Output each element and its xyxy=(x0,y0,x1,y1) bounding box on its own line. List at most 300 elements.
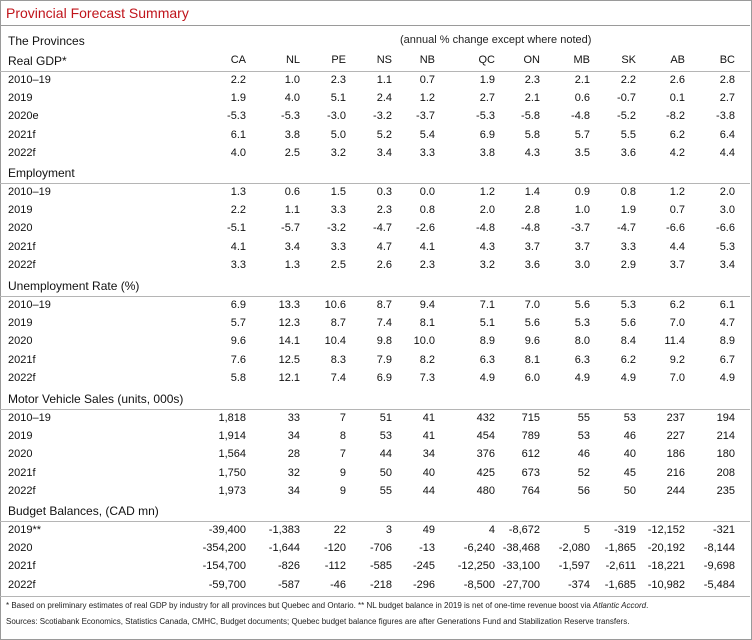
table-cell: 5.8 xyxy=(230,371,246,384)
table-cell: 2.0 xyxy=(479,204,495,217)
table-row xyxy=(0,333,750,351)
table-cell: 6.1 xyxy=(719,299,735,311)
table-cell: 7.9 xyxy=(376,353,392,366)
table-cell: 55 xyxy=(379,484,392,497)
row-label: 2021f xyxy=(8,240,36,253)
column-header: ON xyxy=(523,54,540,66)
table-cell: 7 xyxy=(339,412,346,424)
table-cell: 4 xyxy=(488,524,495,536)
table-row xyxy=(0,540,750,558)
table-cell: 1.3 xyxy=(230,186,246,198)
row-label: 2020 xyxy=(8,335,33,348)
footnote-italic: Atlantic Accord xyxy=(593,601,647,610)
table-cell: 1.2 xyxy=(669,186,685,198)
section-title: Real GDP* xyxy=(8,54,67,68)
row-label: 2019 xyxy=(8,92,33,105)
table-cell: -13 xyxy=(419,542,435,555)
row-label: 2010–19 xyxy=(8,74,51,86)
table-row xyxy=(0,145,750,163)
table-cell: 6.2 xyxy=(620,353,636,366)
table-cell: 5.4 xyxy=(419,128,435,141)
table-cell: -1,383 xyxy=(268,524,300,536)
table-cell: 1.1 xyxy=(376,74,392,86)
table-cell: 3.2 xyxy=(330,146,346,159)
table-cell: 6.9 xyxy=(230,299,246,311)
table-cell: 9.6 xyxy=(230,335,246,348)
table-cell: 34 xyxy=(287,484,300,497)
table-cell: 10.6 xyxy=(324,299,346,311)
table-row xyxy=(0,315,750,333)
table-cell: -5.7 xyxy=(281,222,300,235)
table-cell: 10.4 xyxy=(324,335,346,348)
table-cell: -826 xyxy=(277,560,300,573)
row-label: 2019 xyxy=(8,430,33,443)
table-cell: 10.0 xyxy=(413,335,435,348)
table-cell: 227 xyxy=(666,430,685,443)
title-divider xyxy=(0,25,750,26)
column-header: PE xyxy=(331,54,346,66)
table-cell: 1.0 xyxy=(574,204,590,217)
table-cell: 7.0 xyxy=(669,371,685,384)
row-label: 2019 xyxy=(8,204,33,217)
table-cell: 1.4 xyxy=(524,186,540,198)
table-cell: -4.8 xyxy=(476,222,495,235)
table-cell: -319 xyxy=(613,524,636,536)
table-cell: 4.7 xyxy=(719,317,735,330)
table-cell: 49 xyxy=(422,524,435,536)
table-cell: -5,484 xyxy=(703,578,735,591)
units-note: (annual % change except where noted) xyxy=(400,34,592,46)
table-cell: 7.0 xyxy=(524,299,540,311)
table-cell: -4.8 xyxy=(521,222,540,235)
table-cell: 8.7 xyxy=(330,317,346,330)
table-row xyxy=(0,184,750,202)
table-cell: 208 xyxy=(716,466,735,479)
table-cell: 2.9 xyxy=(620,258,636,271)
table-cell: 7.0 xyxy=(669,317,685,330)
column-header: NB xyxy=(419,54,435,66)
footnote-gdp xyxy=(6,601,648,610)
table-cell: -1,644 xyxy=(268,542,300,555)
table-cell: 2.8 xyxy=(719,74,735,86)
section-title: Budget Balances, (CAD mn) xyxy=(8,504,159,518)
table-cell: 1,914 xyxy=(218,430,246,443)
row-label: 2021f xyxy=(8,128,36,141)
section-title: Unemployment Rate (%) xyxy=(8,279,140,293)
table-row xyxy=(0,202,750,220)
table-cell: 1,973 xyxy=(218,484,246,497)
table-cell: -8,672 xyxy=(508,524,540,536)
section-header-row xyxy=(0,164,750,182)
table-cell: 9.4 xyxy=(419,299,435,311)
column-header: NS xyxy=(376,54,392,66)
table-row xyxy=(0,72,750,90)
footnote-text: * Based on preliminary estimates of real GDP by industry for all provinces but Quebec and Ontario. ** NL budget balance in 2019 is net of one-time revenue boost via xyxy=(6,601,591,610)
table-row xyxy=(0,239,750,257)
table-cell: 7.4 xyxy=(376,317,392,330)
table-cell: 5.3 xyxy=(620,299,636,311)
table-cell: -4.7 xyxy=(617,222,636,235)
row-label: 2021f xyxy=(8,466,36,479)
table-cell: 673 xyxy=(521,466,540,479)
table-row xyxy=(0,428,750,446)
column-header: AB xyxy=(670,54,685,66)
table-cell: 2.3 xyxy=(376,204,392,217)
table-row xyxy=(0,483,750,501)
table-cell: 53 xyxy=(577,430,590,443)
table-cell: 6.2 xyxy=(669,299,685,311)
column-header: NL xyxy=(285,54,300,66)
table-cell: 5.0 xyxy=(330,128,346,141)
table-cell: -3.0 xyxy=(327,110,346,123)
table-cell: -112 xyxy=(324,560,346,573)
table-cell: -706 xyxy=(369,542,392,555)
table-cell: 1.3 xyxy=(284,258,300,271)
table-cell: -18,221 xyxy=(647,560,685,573)
table-cell: 8 xyxy=(339,430,346,443)
table-cell: 2.3 xyxy=(524,74,540,86)
table-cell: 33 xyxy=(287,412,300,424)
table-cell: 3.8 xyxy=(479,146,495,159)
table-cell: 8.9 xyxy=(479,335,495,348)
table-cell: 0.6 xyxy=(284,186,300,198)
table-cell: 11.4 xyxy=(664,335,685,348)
table-cell: 40 xyxy=(422,466,435,479)
table-cell: 2.8 xyxy=(524,204,540,217)
table-cell: 6.0 xyxy=(524,371,540,384)
table-cell: 3.6 xyxy=(524,258,540,271)
table-cell: 51 xyxy=(379,412,392,424)
table-cell: 3.4 xyxy=(284,240,300,253)
table-cell: 1,750 xyxy=(218,466,246,479)
table-cell: 3.0 xyxy=(574,258,590,271)
table-cell: 3.5 xyxy=(574,146,590,159)
table-cell: 214 xyxy=(716,430,735,443)
table-cell: 244 xyxy=(666,484,685,497)
table-cell: 4.4 xyxy=(719,146,735,159)
table-row xyxy=(0,90,750,108)
table-cell: 2.3 xyxy=(330,74,346,86)
table-cell: 7.3 xyxy=(419,371,435,384)
section-header-row xyxy=(0,52,750,70)
table-cell: 4.9 xyxy=(574,371,590,384)
table-cell: 3.0 xyxy=(719,204,735,217)
table-cell: 9.8 xyxy=(376,335,392,348)
table-cell: 376 xyxy=(476,448,495,461)
table-row xyxy=(0,297,750,315)
table-cell: 56 xyxy=(577,484,590,497)
table-cell: 2.3 xyxy=(419,258,435,271)
table-cell: 12.3 xyxy=(278,317,300,330)
table-row xyxy=(0,127,750,145)
table-cell: 5.3 xyxy=(719,240,735,253)
table-cell: 7.1 xyxy=(479,299,495,311)
table-cell: 1.1 xyxy=(284,204,300,217)
table-cell: 5.6 xyxy=(620,317,636,330)
table-cell: -3.2 xyxy=(327,222,346,235)
row-label: 2022f xyxy=(8,371,36,384)
table-cell: -6.6 xyxy=(666,222,685,235)
table-cell: 3.4 xyxy=(376,146,392,159)
table-cell: 3 xyxy=(385,524,392,536)
table-cell: 9.2 xyxy=(669,353,685,366)
table-cell: 480 xyxy=(476,484,495,497)
table-cell: 46 xyxy=(623,430,636,443)
table-cell: -1,865 xyxy=(604,542,636,555)
table-cell: 5 xyxy=(583,524,590,536)
table-cell: 454 xyxy=(476,430,495,443)
table-cell: 7.6 xyxy=(230,353,246,366)
table-row xyxy=(0,410,750,428)
row-label: 2022f xyxy=(8,484,36,497)
table-cell: 3.3 xyxy=(330,204,346,217)
table-cell: 6.9 xyxy=(479,128,495,141)
table-cell: -2,080 xyxy=(558,542,590,555)
table-cell: 12.5 xyxy=(278,353,300,366)
row-label: 2010–19 xyxy=(8,412,51,424)
table-cell: 3.8 xyxy=(284,128,300,141)
table-cell: 1.2 xyxy=(479,186,495,198)
row-label: 2021f xyxy=(8,560,36,573)
table-cell: -2,611 xyxy=(605,560,636,573)
table-cell: -46 xyxy=(330,578,346,591)
table-cell: 6.1 xyxy=(230,128,246,141)
row-label: 2022f xyxy=(8,578,36,591)
table-cell: 0.7 xyxy=(669,204,685,217)
table-cell: 41 xyxy=(422,430,435,443)
row-label: 2019 xyxy=(8,317,33,330)
table-row xyxy=(0,370,750,388)
table-cell: -8,500 xyxy=(463,578,495,591)
table-cell: 1.2 xyxy=(419,92,435,105)
table-cell: 8.3 xyxy=(330,353,346,366)
table-cell: 3.7 xyxy=(669,258,685,271)
table-cell: 6.2 xyxy=(669,128,685,141)
table-cell: 4.0 xyxy=(230,146,246,159)
table-cell: -27,700 xyxy=(502,578,540,591)
table-cell: -154,700 xyxy=(202,560,246,573)
table-row xyxy=(0,108,750,126)
row-label: 2020 xyxy=(8,542,33,555)
table-cell: -1,597 xyxy=(558,560,590,573)
table-cell: -5.3 xyxy=(227,110,246,123)
table-cell: 2.6 xyxy=(376,258,392,271)
table-cell: -120 xyxy=(323,542,346,555)
column-header: BC xyxy=(719,54,735,66)
table-cell: 50 xyxy=(623,484,636,497)
row-label: 2022f xyxy=(8,258,36,271)
table-cell: 8.0 xyxy=(574,335,590,348)
table-cell: 6.4 xyxy=(719,128,735,141)
table-cell: -39,400 xyxy=(208,524,246,536)
table-cell: 53 xyxy=(379,430,392,443)
table-cell: -12,152 xyxy=(647,524,685,536)
table-cell: 0.8 xyxy=(419,204,435,217)
table-cell: -8,144 xyxy=(703,542,735,555)
table-cell: 0.8 xyxy=(620,186,636,198)
table-cell: -3.7 xyxy=(416,110,435,123)
table-cell: 5.3 xyxy=(574,317,590,330)
table-cell: 5.1 xyxy=(479,317,495,330)
table-cell: 4.3 xyxy=(524,146,540,159)
table-cell: 9 xyxy=(339,466,346,479)
table-cell: 7.4 xyxy=(330,371,346,384)
table-cell: 22 xyxy=(333,524,346,536)
table-cell: 0.9 xyxy=(574,186,590,198)
table-cell: 0.0 xyxy=(419,186,435,198)
table-cell: 8.1 xyxy=(419,317,435,330)
table-cell: -245 xyxy=(412,560,435,573)
table-cell: 0.1 xyxy=(669,92,685,105)
table-cell: 5.2 xyxy=(376,128,392,141)
table-cell: 0.7 xyxy=(419,74,435,86)
table-cell: 3.2 xyxy=(479,258,495,271)
table-row xyxy=(0,465,750,483)
table-cell: 55 xyxy=(577,412,590,424)
table-cell: 789 xyxy=(521,430,540,443)
table-row xyxy=(0,352,750,370)
table-cell: -8.2 xyxy=(666,110,685,123)
table-cell: 2.4 xyxy=(376,92,392,105)
table-cell: -5.1 xyxy=(227,222,246,235)
table-cell: 5.6 xyxy=(524,317,540,330)
table-cell: 2.5 xyxy=(284,146,300,159)
table-cell: 34 xyxy=(422,448,435,461)
table-cell: -218 xyxy=(369,578,392,591)
table-cell: 2.5 xyxy=(330,258,346,271)
table-cell: 237 xyxy=(666,412,685,424)
table-cell: 2.7 xyxy=(479,92,495,105)
table-cell: 4.1 xyxy=(230,240,246,253)
column-header: QC xyxy=(478,54,495,66)
table-cell: -12,250 xyxy=(457,560,495,573)
table-cell: 4.7 xyxy=(376,240,392,253)
table-cell: 216 xyxy=(666,466,685,479)
table-cell: 5.5 xyxy=(620,128,636,141)
row-label: 2020e xyxy=(8,110,39,123)
row-label: 2019** xyxy=(8,524,42,536)
table-cell: 2.1 xyxy=(524,92,540,105)
table-cell: 4.4 xyxy=(669,240,685,253)
table-cell: 9.6 xyxy=(524,335,540,348)
table-cell: 432 xyxy=(476,412,495,424)
table-cell: 715 xyxy=(521,412,540,424)
table-cell: 2.2 xyxy=(230,74,246,86)
table-cell: -0.7 xyxy=(617,92,636,105)
table-cell: 34 xyxy=(287,430,300,443)
table-cell: -354,200 xyxy=(202,542,246,555)
table-cell: 45 xyxy=(623,466,636,479)
table-cell: 40 xyxy=(623,448,636,461)
section-title: The Provinces xyxy=(8,34,85,48)
table-cell: 8.2 xyxy=(419,353,435,366)
table-cell: -4.8 xyxy=(571,110,590,123)
table-cell: 14.1 xyxy=(278,335,300,348)
table-cell: 8.4 xyxy=(620,335,636,348)
table-cell: 3.7 xyxy=(574,240,590,253)
table-cell: 4.9 xyxy=(719,371,735,384)
table-cell: 5.6 xyxy=(574,299,590,311)
table-cell: -6,240 xyxy=(463,542,495,555)
footnote-end: . xyxy=(646,601,649,610)
section-title: Employment xyxy=(8,166,75,180)
table-cell: 2.2 xyxy=(230,204,246,217)
table-cell: 1.9 xyxy=(230,92,246,105)
table-cell: -1,685 xyxy=(604,578,636,591)
table-row xyxy=(0,446,750,464)
table-cell: 12.1 xyxy=(278,371,300,384)
table-cell: 53 xyxy=(623,412,636,424)
table-bottom-divider xyxy=(0,596,750,597)
table-cell: -5.3 xyxy=(281,110,300,123)
table-cell: -38,468 xyxy=(502,542,540,555)
table-cell: 180 xyxy=(716,448,735,461)
table-cell: 6.3 xyxy=(479,353,495,366)
table-cell: -374 xyxy=(567,578,590,591)
table-cell: 1,818 xyxy=(218,412,246,424)
table-cell: 764 xyxy=(521,484,540,497)
section-header-row xyxy=(0,390,750,408)
table-cell: 2.7 xyxy=(719,92,735,105)
table-cell: 1.9 xyxy=(620,204,636,217)
section-header-row xyxy=(0,502,750,520)
table-cell: -33,100 xyxy=(502,560,540,573)
table-cell: 1.9 xyxy=(479,74,495,86)
table-row xyxy=(0,220,750,238)
table-cell: 7 xyxy=(339,448,346,461)
footnote-sources: Sources: Scotiabank Economics, Statistics Canada, CMHC, Budget documents; Quebec budget balance figures are after Generations Fund and Stabilization Reserve transfers. xyxy=(6,617,630,626)
table-cell: -20,192 xyxy=(647,542,685,555)
page-title: Provincial Forecast Summary xyxy=(6,5,189,21)
row-label: 2010–19 xyxy=(8,299,51,311)
table-cell: 6.9 xyxy=(376,371,392,384)
table-cell: 2.1 xyxy=(574,74,590,86)
column-header: SK xyxy=(621,54,636,66)
table-cell: -2.6 xyxy=(416,222,435,235)
table-cell: 3.3 xyxy=(230,258,246,271)
column-header: MB xyxy=(573,54,590,66)
table-cell: 4.1 xyxy=(419,240,435,253)
table-row xyxy=(0,577,750,595)
table-cell: -5.3 xyxy=(476,110,495,123)
table-cell: 5.1 xyxy=(330,92,346,105)
section-title: Motor Vehicle Sales (units, 000s) xyxy=(8,392,184,406)
table-cell: 3.3 xyxy=(620,240,636,253)
table-cell: 8.1 xyxy=(524,353,540,366)
table-cell: 8.7 xyxy=(376,299,392,311)
table-cell: 2.6 xyxy=(669,74,685,86)
table-cell: -587 xyxy=(277,578,300,591)
table-cell: 4.0 xyxy=(284,92,300,105)
table-cell: 5.7 xyxy=(230,317,246,330)
table-cell: 4.9 xyxy=(479,371,495,384)
table-cell: 4.2 xyxy=(669,146,685,159)
table-cell: 3.7 xyxy=(524,240,540,253)
table-cell: 3.6 xyxy=(620,146,636,159)
table-cell: 28 xyxy=(287,448,300,461)
table-cell: 2.0 xyxy=(719,186,735,198)
table-cell: -3.7 xyxy=(571,222,590,235)
row-label: 2021f xyxy=(8,353,36,366)
table-cell: 44 xyxy=(422,484,435,497)
table-cell: 5.7 xyxy=(574,128,590,141)
table-cell: 2.2 xyxy=(620,74,636,86)
section-header-row xyxy=(0,277,750,295)
row-label: 2020 xyxy=(8,222,33,235)
table-cell: 6.3 xyxy=(574,353,590,366)
table-cell: 32 xyxy=(287,466,300,479)
table-cell: 50 xyxy=(379,466,392,479)
